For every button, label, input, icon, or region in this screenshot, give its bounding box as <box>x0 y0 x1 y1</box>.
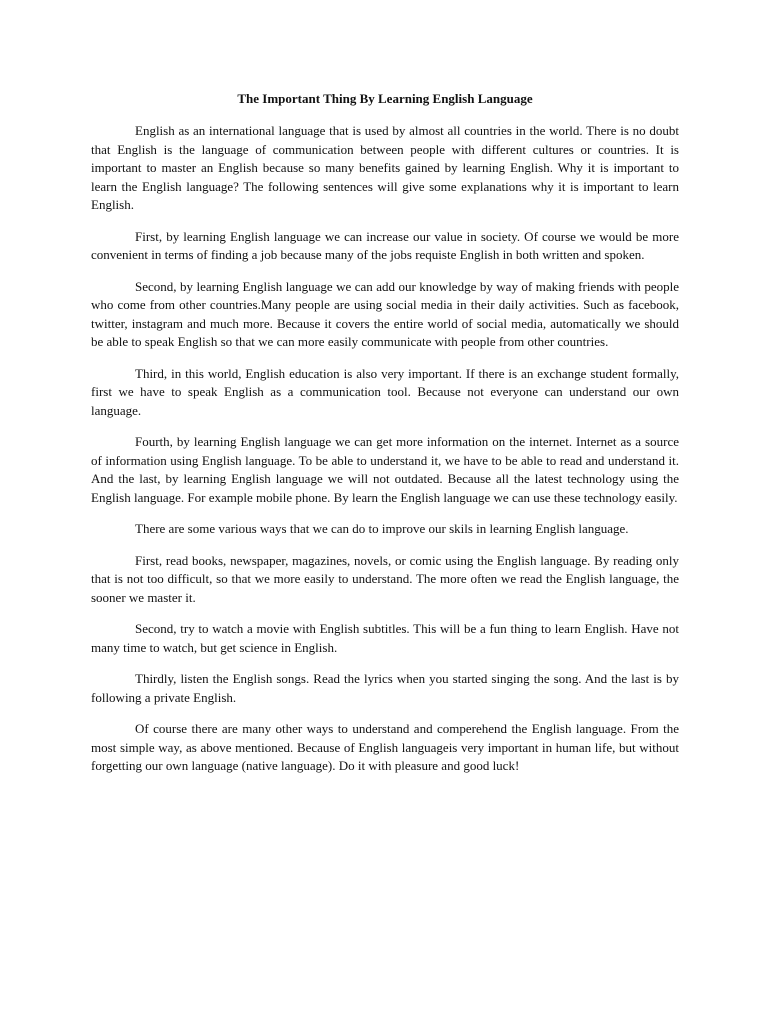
paragraph-second-way: Second, try to watch a movie with English subtitles. This will be a fun thing to learn English. Have not many time to watch, but get science in English. <box>91 621 679 655</box>
paragraph-first-way: First, read books, newspaper, magazines, novels, or comic using the English language. By reading only that is not too difficult, so that we more easily to understand. The more often we read the English language, the sooner we master it. <box>91 552 679 605</box>
document-body <box>91 90 679 789</box>
paragraph-third-reason: Third, in this world, English education is also very important. If there is an exchange student formally, first we have to speak English as a communication tool. Because not everyone can understand our own language. <box>91 365 679 418</box>
document-title: The Important Thing By Learning English Language <box>237 91 533 106</box>
paragraph-second-reason: Second, by learning English language we can add our knowledge by way of making friends with people who come from other countries.Many people are using social media in their daily activities. Such as facebook, twitter, instagram and much more. Because it covers the entire world of social media, automatically we should be able to speak English so that we can more easily communicate with people from other countries. <box>91 278 679 349</box>
paragraph-fourth-reason: Fourth, by learning English language we can get more information on the internet. Internet as a source of information using English language. To be able to understand it, we have to be able to read and understand it. And the last, by learning English language we will not outdated. Because all the latest technology using the English language. For example mobile phone. By learn the English language we can use these technology easily. <box>91 434 679 505</box>
paragraph-intro: English as an international language that is used by almost all countries in the world. There is no doubt that English is the language of communication between people with different cultures or countries. It is important to master an English because so many benefits gained by learning English. Why it is important to learn the English language? The following sentences will give some explanations why it is important to learn English. <box>91 123 679 212</box>
paragraph-ways-intro: There are some various ways that we can do to improve our skils in learning English language. <box>135 521 629 536</box>
paragraph-conclusion: Of course there are many other ways to understand and comperehend the English language. From the most simple way, as above mentioned. Because of English languageis very important in human life, but without forgetting our own language (native language). Do it with pleasure and good luck! <box>91 721 679 773</box>
paragraph-third-way: Thirdly, listen the English songs. Read the lyrics when you started singing the song. And the last is by following a private English. <box>91 671 679 705</box>
paragraph-first-reason: First, by learning English language we can increase our value in society. Of course we would be more convenient in terms of finding a job because many of the jobs requiste English in both written and spoken. <box>91 228 679 262</box>
